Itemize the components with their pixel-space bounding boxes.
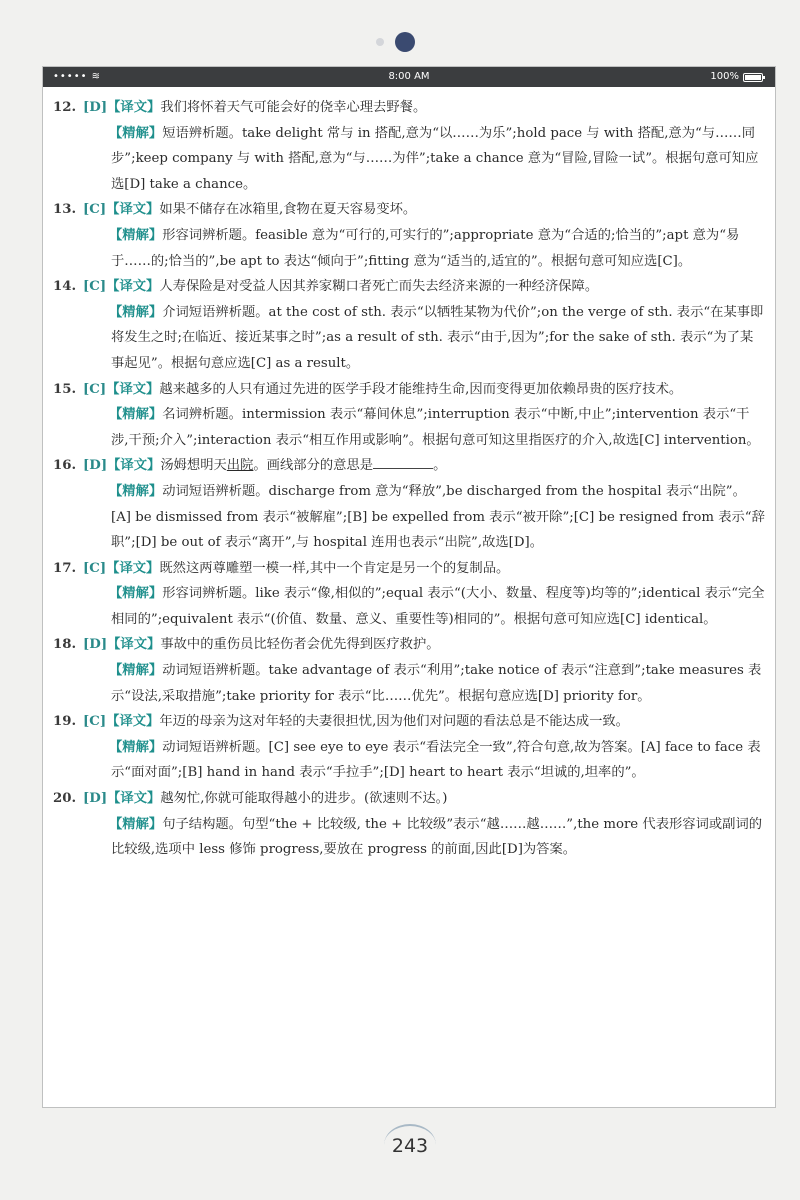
answer-letter: [D] [83,100,108,115]
question-number: 13. [53,202,77,218]
status-time: 8:00 AM [388,71,430,82]
explanation-text: 句子结构题。句型“the + 比较级, the + 比较级”表示“越……越……”,the more 代表形容词或副词的比较级,选项中 less 修饰 progress,要放在 progress 的前面,因此[D]为答案。 [111,816,763,858]
page-number: 243 [384,1124,436,1166]
translation-tag: 【译文】 [106,714,160,730]
answer-letter: [C] [83,202,107,218]
battery-fill [745,75,761,80]
question-number: 14. [53,279,77,295]
entry-17 [53,556,765,633]
explanation-tag: 【精解】 [109,739,163,755]
question-number: 19. [53,714,77,730]
translation-tag: 【译文】 [107,458,161,474]
explanation-text: 动词短语辨析题。take advantage of 表示“利用”;take notice of 表示“注意到”;take measures 表示“设法,采取措施”;take priority for 表示“比……优先”。根据句意应选[D] priority for。 [111,663,762,704]
answer-letter: [C] [83,279,107,295]
translation-tag: 【译文】 [106,202,160,218]
explanation-tag: 【精解】 [109,586,163,602]
answer-letter: [C] [83,381,107,397]
translation-text-b: 。画线部分的意思是 [253,458,374,474]
entry-12 [53,95,765,197]
question-number: 15. [53,381,77,397]
translation-text: 越来越多的人只有通过先进的医学手段才能维持生命,因而变得更加依赖昂贵的医疗技术。 [159,381,683,397]
battery-status [710,67,763,87]
answer-content [53,95,765,863]
question-number: 20. [53,791,77,807]
question-number: 18. [53,637,77,653]
battery-icon [743,73,763,82]
explanation-tag: 【精解】 [109,663,163,679]
translation-tag: 【译文】 [107,637,161,653]
explanation-tag: 【精解】 [109,483,163,499]
wifi-icon: ≋ [91,71,102,82]
question-number: 16. [53,458,77,474]
entry-20 [53,786,765,863]
answer-letter: [D] [83,791,108,807]
translation-text: 年迈的母亲为这对年轻的夫妻很担忧,因为他们对问题的看法总是不能达成一致。 [159,714,629,730]
answer-letter: [D] [83,458,108,474]
status-bar [43,67,775,87]
explanation-text: 短语辨析题。take delight 常与 in 搭配,意为“以……为乐”;hold pace 与 with 搭配,意为“与……同步”;keep company 与 with 搭配,意为“与……为伴”;take a chance 意为“冒险,冒险一试”。根据句意可知应选[D] take a chance。 [111,125,759,192]
translation-text: 人寿保险是对受益人因其养家糊口者死亡而失去经济来源的一种经济保障。 [159,279,599,295]
entry-15 [53,377,765,454]
translation-tag: 【译文】 [106,279,160,295]
signal-indicator: ••••• ≋ [53,71,102,82]
explanation-text: 动词短语辨析题。[C] see eye to eye 表示“看法完全一致”,符合句意,故为答案。[A] face to face 表示“面对面”;[B] hand in hand 表示“手拉手”;[D] heart to heart 表示“坦诚的,坦率的”。 [111,739,761,781]
entry-19 [53,709,765,786]
translation-text: 事故中的重伤员比轻伤者会优先得到医疗救护。 [160,637,440,653]
question-number: 17. [53,560,77,576]
answer-letter: [C] [83,560,107,576]
translation-tag: 【译文】 [107,100,161,115]
sensor-dot [376,38,384,46]
explanation-tag: 【精解】 [109,227,163,243]
explanation-text: 动词短语辨析题。discharge from 意为“释放”,be discharged from the hospital 表示“出院”。[A] be dismissed from 表示“被解雇”;[B] be expelled from 表示“被开除”;[C] be resigned from 表示“辞职”;[D] be out of 表示“离开”,与 hospital 连用也表示“出院”,故选[D]。 [111,483,765,551]
camera-icon [395,32,415,52]
translation-tag: 【译文】 [107,791,161,807]
underlined-phrase: 出院 [226,458,254,474]
translation-tag: 【译文】 [106,560,160,576]
explanation-text: 介词短语辨析题。at the cost of sth. 表示“以牺牲某物为代价”;on the verge of sth. 表示“在某事即将发生之时;在临近、接近某事之时”;as a result of sth. 表示“由于,因为”;for the sake of sth. 表示“为了某事起见”。根据句意应选[C] as a result。 [111,304,764,371]
translation-text: 越匆忙,你就可能取得越小的进步。(欲速则不达。) [160,791,448,807]
explanation-tag: 【精解】 [109,125,163,141]
tablet-screen [42,66,776,1108]
entry-16 [53,453,765,555]
explanation-tag: 【精解】 [109,304,163,320]
explanation-tag: 【精解】 [109,407,163,423]
answer-letter: [C] [83,714,107,730]
translation-text: 我们将怀着天气可能会好的侥幸心理去野餐。 [160,100,427,115]
translation-text-a: 汤姆想明天 [160,458,227,474]
explanation-text: 形容词辨析题。feasible 意为“可行的,可实行的”;appropriate 意为“合适的;恰当的”;apt 意为“易于……的;恰当的”,be apt to 表达“倾向于”;fitting 意为“适当的,适宜的”。根据句意可知应选[C]。 [111,227,740,269]
entry-13 [53,197,765,274]
translation-text: 既然这两尊雕塑一模一样,其中一个肯定是另一个的复制品。 [159,560,510,576]
translation-text: 如果不储存在冰箱里,食物在夏天容易变坏。 [159,202,417,218]
translation-text-c: 。 [433,458,447,474]
explanation-text: 形容词辨析题。like 表示“像,相似的”;equal 表示“(大小、数量、程度等)均等的”;identical 表示“完全相同的”;equivalent 表示“(价值、数量、意义、重要性等)相同的”。根据句意可知应选[C] identical。 [111,586,765,627]
device-camera-area [0,30,800,54]
translation-tag: 【译文】 [106,381,160,397]
entry-18 [53,632,765,709]
battery-percent: 100% [710,71,739,82]
entry-14 [53,274,765,376]
answer-blank [373,455,433,469]
question-number: 12. [53,100,77,115]
explanation-tag: 【精解】 [109,816,163,832]
answer-letter: [D] [83,637,108,653]
explanation-text: 名词辨析题。intermission 表示“幕间休息”;interruption 表示“中断,中止”;intervention 表示“干涉,干预;介入”;interaction 表示“相互作用或影响”。根据句意可知这里指医疗的介入,故选[C] intervention。 [111,407,760,448]
